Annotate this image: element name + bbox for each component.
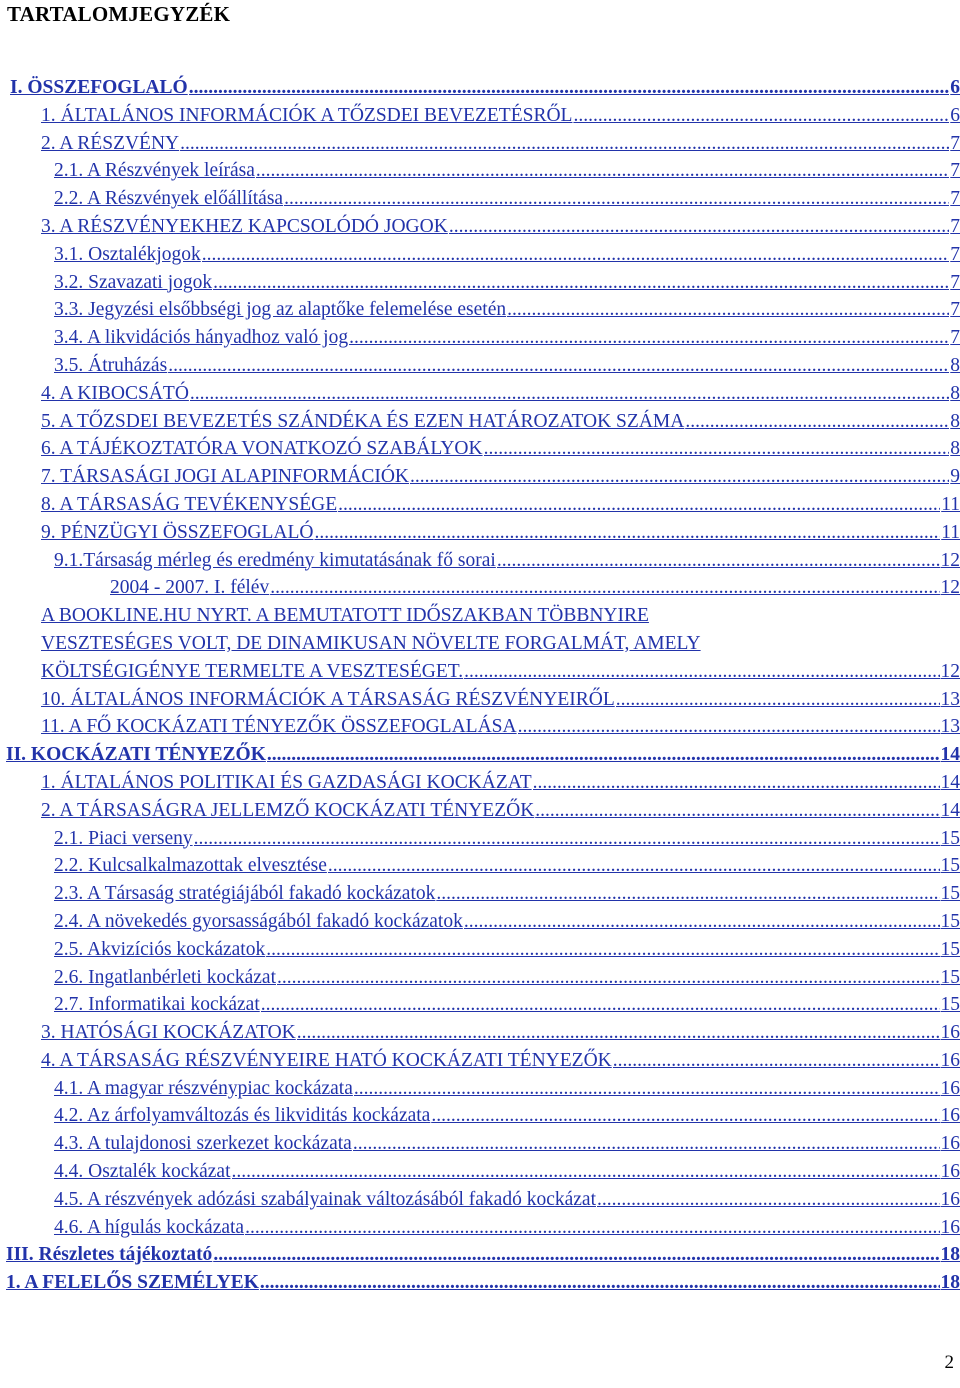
toc-entry[interactable]: 4.5. A részvények adózási szabályainak változásából fakadó kockázat ..... 16 bbox=[0, 1186, 960, 1214]
toc-entry[interactable]: 1. ÁLTALÁNOS INFORMÁCIÓK A TŐZSDEI BEVEZETÉSRŐL ..... 6 bbox=[0, 102, 960, 130]
toc-entry[interactable]: 5. A TŐZSDEI BEVEZETÉS SZÁNDÉKA ÉS EZEN HATÁROZATOK SZÁMA ..... 8 bbox=[0, 408, 960, 436]
toc-entry[interactable]: 9. PÉNZÜGYI ÖSSZEFOGLALÓ ..... 11 bbox=[0, 519, 960, 547]
toc-entry[interactable]: 3. HATÓSÁGI KOCKÁZATOK ..... 16 bbox=[0, 1019, 960, 1047]
toc-entry[interactable]: 4.3. A tulajdonosi szerkezet kockázata ..... 16 bbox=[0, 1130, 960, 1158]
toc-entry[interactable]: 10. ÁLTALÁNOS INFORMÁCIÓK A TÁRSASÁG RÉSZVÉNYEIRŐL ..... 13 bbox=[0, 686, 960, 714]
toc-entry[interactable]: 2.7. Informatikai kockázat ..... 15 bbox=[0, 991, 960, 1019]
toc-entry[interactable]: 3.2. Szavazati jogok ..... 7 bbox=[0, 269, 960, 297]
toc-entry[interactable]: 1. ÁLTALÁNOS POLITIKAI ÉS GAZDASÁGI KOCKÁZAT ..... 14 bbox=[0, 769, 960, 797]
toc-entry[interactable]: 2.6. Ingatlanbérleti kockázat ..... 15 bbox=[0, 964, 960, 992]
page-number: 2 bbox=[944, 1352, 954, 1373]
toc-entry[interactable]: 4.2. Az árfolyamváltozás és likviditás kockázata ..... 16 bbox=[0, 1102, 960, 1130]
toc-entry[interactable]: 3.4. A likvidációs hányadhoz való jog ..... 7 bbox=[0, 324, 960, 352]
toc-entry[interactable]: 3.5. Átruházás ..... 8 bbox=[0, 352, 960, 380]
toc-entry[interactable]: 11. A FŐ KOCKÁZATI TÉNYEZŐK ÖSSZEFOGLALÁSA ..... 13 bbox=[0, 713, 960, 741]
toc-entry[interactable]: 3.1. Osztalékjogok ..... 7 bbox=[0, 241, 960, 269]
toc-entry[interactable]: 2.1. Piaci verseny ..... 15 bbox=[0, 825, 960, 853]
toc-entry[interactable]: 2.5. Akvizíciós kockázatok ..... 15 bbox=[0, 936, 960, 964]
toc-entry[interactable]: 4.4. Osztalék kockázat ..... 16 bbox=[0, 1158, 960, 1186]
toc-entry-part-1[interactable]: I. ÖSSZEFOGLALÓ ..... 6 bbox=[0, 74, 960, 102]
toc-entry[interactable]: 4. A KIBOCSÁTÓ ..... 8 bbox=[0, 380, 960, 408]
toc-entry[interactable]: KÖLTSÉGIGÉNYE TERMELTE A VESZTESÉGET. ..... 12 bbox=[0, 658, 960, 686]
toc-entry[interactable]: 2.3. A Társaság stratégiájából fakadó kockázatok ..... 15 bbox=[0, 880, 960, 908]
toc-entry[interactable]: 6. A TÁJÉKOZTATÓRA VONATKOZÓ SZABÁLYOK ..... 8 bbox=[0, 435, 960, 463]
toc-entry[interactable]: 8. A TÁRSASÁG TEVÉKENYSÉGE ..... 11 bbox=[0, 491, 960, 519]
toc-entry[interactable]: 2.1. A Részvények leírása ..... 7 bbox=[0, 157, 960, 185]
toc-entry[interactable]: 4.1. A magyar részvénypiac kockázata ..... 16 bbox=[0, 1075, 960, 1103]
toc-entry[interactable]: 3. A RÉSZVÉNYEKHEZ KAPCSOLÓDÓ JOGOK ..... 7 bbox=[0, 213, 960, 241]
toc-entry[interactable]: 2.2. A Részvények előállítása ..... 7 bbox=[0, 185, 960, 213]
toc-entry-wrap-line[interactable]: A BOOKLINE.HU NYRT. A BEMUTATOTT IDŐSZAKBAN TÖBBNYIRE bbox=[41, 605, 649, 627]
toc-entry[interactable]: 4. A TÁRSASÁG RÉSZVÉNYEIRE HATÓ KOCKÁZATI TÉNYEZŐK ..... 16 bbox=[0, 1047, 960, 1075]
toc-entry[interactable]: 9.1.Társaság mérleg és eredmény kimutatásának fő sorai ..... 12 bbox=[0, 547, 960, 575]
toc-entry[interactable]: 2. A TÁRSASÁGRA JELLEMZŐ KOCKÁZATI TÉNYEZŐK ..... 14 bbox=[0, 797, 960, 825]
toc-entry-wrap-line[interactable]: VESZTESÉGES VOLT, DE DINAMIKUSAN NÖVELTE FORGALMÁT, AMELY bbox=[41, 632, 701, 654]
toc-entry-part-2[interactable]: II. KOCKÁZATI TÉNYEZŐK ..... 14 bbox=[0, 741, 960, 769]
table-of-contents bbox=[0, 74, 960, 1297]
toc-entry[interactable]: 3.3. Jegyzési elsőbbségi jog az alaptőke felemelése esetén ..... 7 bbox=[0, 296, 960, 324]
toc-entry[interactable]: 2004 - 2007. I. félév ..... 12 bbox=[0, 574, 960, 602]
toc-entry[interactable]: 2.4. A növekedés gyorsasságából fakadó kockázatok ..... 15 bbox=[0, 908, 960, 936]
toc-entry[interactable]: 1. A FELELŐS SZEMÉLYEK ..... 18 bbox=[0, 1269, 960, 1297]
toc-title: TARTALOMJEGYZÉK bbox=[7, 2, 231, 26]
toc-entry[interactable]: 2. A RÉSZVÉNY ..... 7 bbox=[0, 130, 960, 158]
toc-entry[interactable]: 4.6. A hígulás kockázata ..... 16 bbox=[0, 1214, 960, 1242]
toc-entry[interactable]: 2.2. Kulcsalkalmazottak elvesztése ..... 15 bbox=[0, 852, 960, 880]
toc-entry-part-3[interactable]: III. Részletes tájékoztató ..... 18 bbox=[0, 1241, 960, 1269]
toc-entry[interactable]: 7. TÁRSASÁGI JOGI ALAPINFORMÁCIÓK ..... 9 bbox=[0, 463, 960, 491]
